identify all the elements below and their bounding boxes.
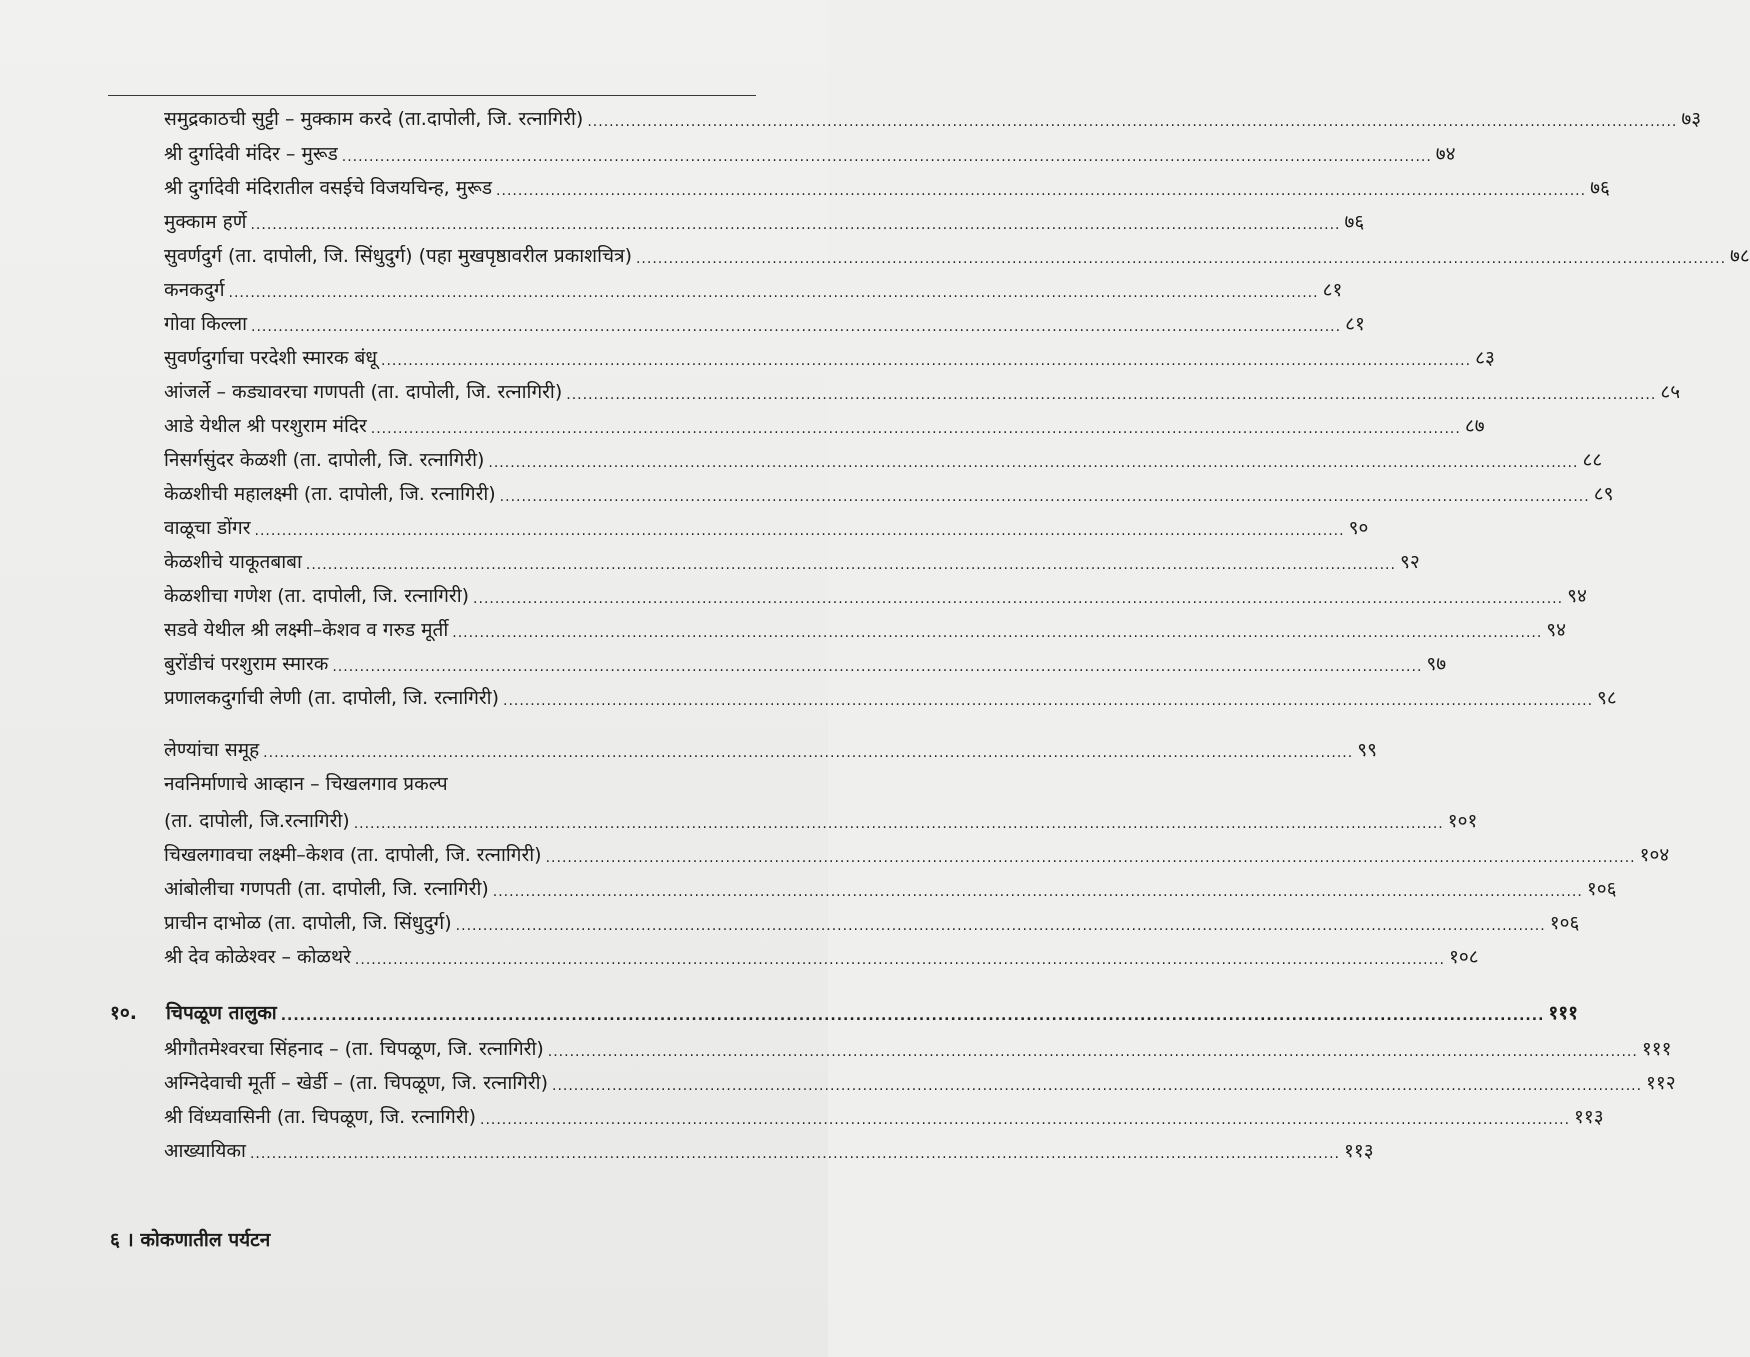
top-rule (108, 95, 756, 96)
leader-dots: ........................................................................................................................................................................................................ (370, 421, 1461, 437)
leader-dots: ........................................................................................................................................................................................................ (251, 319, 1342, 335)
leader-dots: ........................................................................................................................................................................................................ (254, 523, 1345, 539)
toc-entry: आंबोलीचा गणपती (ता. दापोली, जि. रत्नागिरी) ........................................................................................................................................................................................................ १०६ (164, 878, 1617, 900)
toc-entry: बुरोंडीचं परशुराम स्मारक ........................................................................................................................................................................................................ ९७ (164, 653, 1447, 675)
toc-entry: सुवर्णदुर्गाचा परदेशी स्मारक बंधू ........................................................................................................................................................................................................ ८३ (164, 347, 1495, 369)
leader-dots: ........................................................................................................................................................................................................ (473, 591, 1564, 607)
leader-dots: ........................................................................................................................................................................................................ (499, 489, 1590, 505)
page-number: ६ (110, 1229, 120, 1251)
toc-entry: वाळूचा डोंगर ........................................................................................................................................................................................................ ९० (164, 517, 1369, 539)
book-title: कोकणातील पर्यटन (140, 1229, 271, 1251)
leader-dots: ........................................................................................................................................................................................................ (354, 952, 1445, 968)
leader-dots: ........................................................................................................................................................................................................ (635, 251, 1727, 267)
leader-dots: ........................................................................................................................................................................................................ (353, 816, 1444, 832)
leader-dots: ........................................................................................................................................................................................................ (566, 387, 1657, 403)
toc-entry: गोवा किल्ला ........................................................................................................................................................................................................ ८१ (164, 313, 1365, 335)
toc-entry: सुवर्णदुर्ग (ता. दापोली, जि. सिंधुदुर्ग) (पहा मुखपृष्ठावरील प्रकाशचित्र) ........................................................................................................................................................................................................ ७८ (164, 245, 1750, 267)
leader-dots: ........................................................................................................................................................................................................ (263, 745, 1354, 761)
toc-entry: आंजर्ले – कड्यावरचा गणपती (ता. दापोली, जि. रत्नागिरी) ........................................................................................................................................................................................................ ८५ (164, 381, 1681, 403)
toc-entry: प्राचीन दाभोळ (ता. दापोली, जि. सिंधुदुर्ग) ........................................................................................................................................................................................................ १०६ (164, 912, 1580, 934)
leader-dots: ........................................................................................................................................................................................................ (332, 659, 1423, 675)
toc-entry: चिखलगावचा लक्ष्मी–केशव (ता. दापोली, जि. रत्नागिरी) ........................................................................................................................................................................................................ १०४ (164, 844, 1670, 866)
toc-entry: सडवे येथील श्री लक्ष्मी–केशव व गरुड मूर्ती ........................................................................................................................................................................................................ ९४ (164, 619, 1567, 641)
leader-dots: ........................................................................................................................................................................................................ (547, 1044, 1638, 1060)
toc-entry: श्री विंध्यवासिनी (ता. चिपळूण, जि. रत्नागिरी) ........................................................................................................................................................................................................ ११३ (164, 1106, 1604, 1128)
page-footer (110, 1226, 270, 1252)
leader-dots: ........................................................................................................................................................................................................ (381, 353, 1472, 369)
toc-entry: मुक्काम हर्णे ........................................................................................................................................................................................................ ७६ (164, 211, 1365, 233)
toc-entry: समुद्रकाठची सुट्टी – मुक्काम करदे (ता.दापोली, जि. रत्नागिरी) ........................................................................................................................................................................................................ ७३ (164, 108, 1702, 130)
leader-dots: ........................................................................................................................................................................................................ (492, 884, 1583, 900)
toc-entry: निसर्गसुंदर केळशी (ता. दापोली, जि. रत्नागिरी) ........................................................................................................................................................................................................ ८८ (164, 449, 1603, 471)
toc-entry: श्री देव कोळेश्वर – कोळथरे ........................................................................................................................................................................................................ १०८ (164, 946, 1479, 968)
toc-entry: श्रीगौतमेश्वरचा सिंहनाद – (ता. चिपळूण, जि. रत्नागिरी) ........................................................................................................................................................................................................ १११ (164, 1038, 1672, 1060)
toc-entry: कनकदुर्ग ........................................................................................................................................................................................................ ८१ (164, 279, 1343, 301)
leader-dots: ........................................................................................................................................................................................................ (503, 693, 1594, 709)
leader-dots: ........................................................................................................................................................................................................ (552, 1078, 1643, 1094)
toc-entry: श्री दुर्गादेवी मंदिर – मुरूड ........................................................................................................................................................................................................ ७४ (164, 143, 1456, 165)
leader-dots: ........................................................................................................................................................................................................ (496, 183, 1587, 199)
leader-dots: ........................................................................................................................................................................................................ (587, 114, 1678, 130)
toc-entry: केळशीचा गणेश (ता. दापोली, जि. रत्नागिरी) ........................................................................................................................................................................................................ ९४ (164, 585, 1587, 607)
leader-dots: ........................................................................................................................................................................................................ (545, 850, 1636, 866)
leader-dots: ........................................................................................................................................................................................................ (280, 1008, 1545, 1024)
toc-entry: (ता. दापोली, जि.रत्नागिरी) ........................................................................................................................................................................................................ १०१ (164, 810, 1478, 832)
toc-entry: प्रणालकदुर्गाची लेणी (ता. दापोली, जि. रत्नागिरी) ........................................................................................................................................................................................................ ९८ (164, 687, 1617, 709)
leader-dots: ........................................................................................................................................................................................................ (455, 918, 1546, 934)
leader-dots: ........................................................................................................................................................................................................ (228, 285, 1319, 301)
leader-dots: ........................................................................................................................................................................................................ (249, 1146, 1340, 1162)
toc-entry: अग्निदेवाची मूर्ती – खेर्डी – (ता. चिपळूण, जि. रत्नागिरी) ........................................................................................................................................................................................................ ११२ (164, 1072, 1676, 1094)
leader-dots: ........................................................................................................................................................................................................ (488, 455, 1579, 471)
toc-entry: केळशीची महालक्ष्मी (ता. दापोली, जि. रत्नागिरी) ........................................................................................................................................................................................................ ८९ (164, 483, 1614, 505)
toc-entry: श्री दुर्गादेवी मंदिरातील वसईचे विजयचिन्ह, मुरूड ........................................................................................................................................................................................................ ७६ (164, 177, 1610, 199)
footer-separator: । (126, 1229, 134, 1251)
leader-dots: ........................................................................................................................................................................................................ (305, 557, 1396, 573)
toc-entry: लेण्यांचा समूह ........................................................................................................................................................................................................ ९९ (164, 739, 1377, 761)
toc-entry: नवनिर्माणाचे आव्हान – चिखलगाव प्रकल्प (164, 773, 448, 795)
toc-entry: आख्यायिका ........................................................................................................................................................................................................ ११३ (164, 1140, 1374, 1162)
toc-entry: आडे येथील श्री परशुराम मंदिर ........................................................................................................................................................................................................ ८७ (164, 415, 1485, 437)
toc-entry: केळशीचे याकूतबाबा ........................................................................................................................................................................................................ ९२ (164, 551, 1420, 573)
leader-dots: ........................................................................................................................................................................................................ (480, 1112, 1571, 1128)
leader-dots: ........................................................................................................................................................................................................ (250, 217, 1341, 233)
toc-section-heading: १०. चिपळूण तालुका ........................................................................................................................................................................................................ १११ (110, 1002, 1579, 1024)
leader-dots: ........................................................................................................................................................................................................ (341, 149, 1432, 165)
leader-dots: ........................................................................................................................................................................................................ (452, 625, 1543, 641)
